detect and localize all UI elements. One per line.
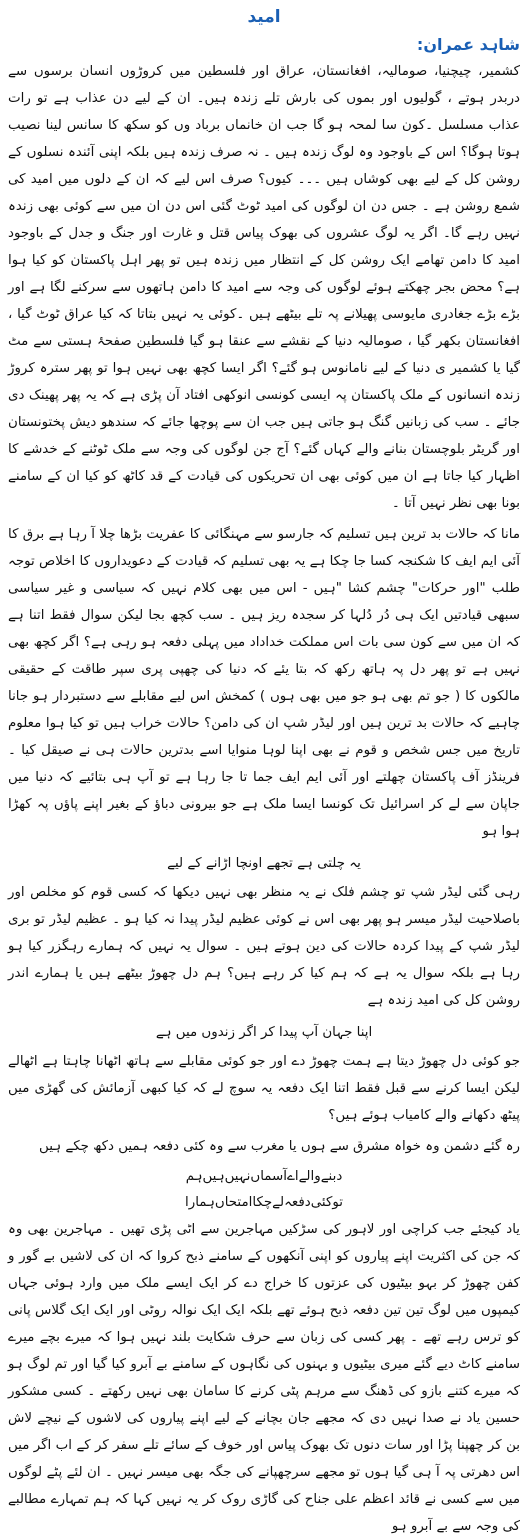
couplet-word: ہم — [185, 1169, 203, 1184]
couplet-line-1 — [8, 1164, 520, 1190]
author-name: شاہد عمران: — [416, 35, 520, 54]
couplet-word: ہمارا — [185, 1195, 215, 1210]
couplet-word: اے — [287, 1169, 299, 1184]
paragraph-5: رہ گئے دشمن وہ خواہ مشرق سے ہوں یا مغرب سے وہ کئی دفعہ ہمیں دکھ چکے ہیں — [39, 1139, 520, 1154]
couplet-word: دفعہ — [284, 1195, 311, 1210]
couplet-word: تو — [332, 1195, 343, 1210]
paragraph-3: رہی گئی لیڈر شپ تو چشم فلک نے یہ منظر بھی نہیں دیکھا کہ کسی قوم کو مخلص اور باصلاحیت لیڈر میسر ہو پھر بھی اس نے کوئی عظیم لیڈر پیدا نہ کیا ہو ۔ عظیم لیڈر تو بری لیڈر شپ کے پیدا کردہ حالات کی دین ہوتے ہیں ۔ سوال یہ نہیں کہ ہمارے رہگزر کیا ہو رہا ہے بلکہ سوال یہ ہے کہ ہم کیا کر رہے ہیں؟ ہم دل چھوڑ بیٹھے ہیں یا ہمارے اندر روشن کل کی امید زندہ ہے — [8, 885, 520, 1008]
couplet-word: امتحاں — [214, 1195, 253, 1210]
couplet-word: چکا — [252, 1195, 273, 1210]
couplet-word: ہیں — [202, 1169, 225, 1184]
couplet-word: آسماں — [250, 1169, 287, 1184]
couplet-line-2 — [8, 1190, 520, 1216]
couplet-word: کئی — [310, 1195, 333, 1210]
couplet-word: دبنے — [320, 1169, 343, 1184]
couplet-word: نہیں — [224, 1169, 251, 1184]
couplet-word: لے — [272, 1195, 285, 1210]
article-title: امید — [247, 7, 281, 27]
paragraph-1: کشمیر، چیچنیا، صومالیہ، افغانستان، عراق اور فلسطین میں کروڑوں انسان برسوں سے دربدر ہوتے ، گولیوں اور بموں کی بارش تلے زندہ ہیں۔ ان کے لیے دن عذاب ہے تو رات عذاب مسلسل ۔کون سا لمحہ ہو گا جب ان خانماں برباد وں کو سکھ کا سانس لینا نصیب ہوتا ہوگا؟ اس کے باوجود وہ لوگ زندہ ہیں ۔ نہ صرف زندہ ہیں بلکہ اپنی آئندہ نسلوں کے روشن کل کے لیے بھی کوشاں ہیں ۔۔۔ کیوں؟ صرف اس لیے کہ ان کے دلوں میں امید کی شمع روشن ہے ۔ جس دن ان لوگوں کی امید ٹوٹ گئی اس دن ان میں سے کوئی بھی زندہ نہیں رہے گا۔ اگر یہ لوگ عشروں کی بھوک پیاس قتل و غارت اور جنگ و جدل کے باوجود امید کا دامن تھامے ایک روشن کل کے انتظار میں زندہ ہیں تو پھر اہل پاکستان کو کیا ہوا ہے؟ محض بجر چھکتے ہوئے لوگوں کی وجہ سے امید کا دامن ہاتھوں سے سرکنے لگا ہے اور بڑے بڑے جغادری مایوسی پھیلانے پہ تلے بیٹھے ہیں ۔کوئی یہ نہیں بتاتا کہ کیا عراق ٹوٹ گیا ، افغانستان بکھر گیا ، صومالیہ دنیا کے نقشے سے عنقا ہو گیا فلسطین صفحۂ ہستی سے مٹ گیا یا کشمیر ی دنیا کے لیے نامانوس ہو گئے؟ اگر ایسا کچھ بھی نہیں ہوا تو پھر سترہ کروڑ زندہ انسانوں کے ملک پاکستان پہ ایسی کونسی انوکھی افتاد آن پڑی ہے کہ یہ پھر پھینک دی جائے ۔ سب کی زبانیں گنگ ہو جاتی ہیں جب ان سے پوچھا جائے کہ سندھو دیش پختونستان اور گریٹر بلوچستان بنانے والے کہاں گئے؟ آج جن لوگوں کی وجہ سے ملک ٹوٹنے کے خدشے کا اظہار کیا جاتا ہے ان میں کوئی بھی ان تحریکوں کی قیادت کے قد کاٹھ کو کیا ان کے سامنے بونا بھی نظر نہیں آتا ۔ — [8, 64, 520, 511]
couplet-word: والے — [298, 1169, 321, 1184]
paragraph-4: جو کوئی دل چھوڑ دیتا ہے ہمت چھوڑ دے اور جو کوئی مقابلے سے ہاتھ اٹھانا چاہتا ہے اٹھالے لیکن ایسا کرنے سے قبل فقط اتنا ایک دفعہ یہ سوچ لے کہ کیا کبھی آزمائش کی گھڑی میں پیٹھ دکھانے والے کامیاب ہوئے ہیں؟ — [8, 1054, 520, 1123]
verse-line-1: یہ چلتی ہے تجھے اونچا اڑانے کے لیے — [167, 856, 361, 871]
paragraph-2: مانا کہ حالات بد ترین ہیں تسلیم کہ جارسو سے مہنگائی کا عفریت بڑھا چلا آ رہا ہے برق کا آئی ایم ایف کا شکنجہ کسا جا چکا ہے یہ بھی تسلیم کہ قیادت کے دعویداروں کا اخلاص توجہ طلب "اور حرکات" چشم کشا "ہیں - اس میں بھی کلام نہیں کہ سیاسی و غیر سیاسی سبھی قیادتیں ایک ہی دُر دُلہا کر سجدہ ریز ہیں ۔ سب کچھ بجا لیکن سوال فقط اتنا ہے کہ ان میں سے کون سی بات اس مملکت خداداد میں پہلی دفعہ ہو رہی ہے؟ اگر کچھ بھی نہیں ہے تو پھر دل پہ ہاتھ رکھ کہ بتا یئے کہ دنیا کی چھپی پری سپر طاقت کے حقیقی مالکوں کا ( جو تم بھی ہو جو میں بھی ہوں ) کمخش اس لیے مقابلے سے دستبردار ہو جانا چاہیے کہ حالات بد ترین ہیں اور لیڈر شپ ان کی دامن؟ حالات خراب ہیں تو کیا ہوا معلوم تاریخ میں جس شخص و قوم نے بھی اپنا لوہا منوایا اسے بدترین حالات ہی نے صیقل کیا ۔ فرینڈز آف پاکستان چھلتے اور آئی ایم ایف جما تا جا رہا ہے تو آپ ہی بتائیے کہ دنیا میں جاپان سے لے کر اسرائیل تک کونسا ایسا ملک ہے جو بیرونی دباؤ کے بغیر اپنے پاؤں پہ کھڑا ہوا ہو — [8, 527, 520, 839]
verse-line-2: اپنا جہان آپ پیدا کر اگر زندوں میں ہے — [155, 1025, 373, 1040]
paragraph-6: یاد کیجئے جب کراچی اور لاہور کی سڑکیں مہاجرین سے اٹی پڑی تھیں ۔ مہاجرین بھی وہ کہ جن کی اکثریت اپنے پیاروں کو اپنی آنکھوں کے سامنے ذبح کروا کہ ان کی لاشیں بے گور و کفن چھوڑ کر بہو بیٹیوں کی عزتوں کا خراج دے کر ایک ایسے ملک میں وارد ہوئی جہاں کیمپوں میں لوگ تین تین دفعہ ذبح ہوئے تھے بلکہ ایک ایک نوالہ روٹی اور ایک ایک گلاس پانی کو ترس رہے تھے ۔ پھر کسی کی زبان سے حرف شکایت بلند نہیں ہوا کہ میرے بچے میرے سامنے کاٹ دیے گئے میری بیٹیوں و بہنوں کی نگاہوں کے سامنے بے آبرو کیا گیا اور تم لوگ ہو کہ میرے کتنے بازو کی ڈھنگ سے مرہم پٹی کرنے کا سامان بھی نہیں رکھتے ۔ کسی مشکور حسین یاد نے صدا نہیں دی کہ مجھے جان بچانے کے لیے اپنے پیاروں کی لاشوں کے نیچے لاش بن کر چھپنا پڑا اور سات دنوں تک بھوک پیاس اور خوف کے سائے تلے سفر کر کے اب اگر میں اس دھرتی پہ آ ہی گیا ہوں تو مجھے سرچھپانے کی جگہ بھی میسر نہیں ۔ ان لئے پٹے لوگوں میں سے کسی نے قائد اعظم علی جناح کی گاڑی روک کر یہ نہیں کہا کہ ہم تمہارے مطالبے کی وجہ سے بے آبرو ہو — [8, 1222, 520, 1534]
